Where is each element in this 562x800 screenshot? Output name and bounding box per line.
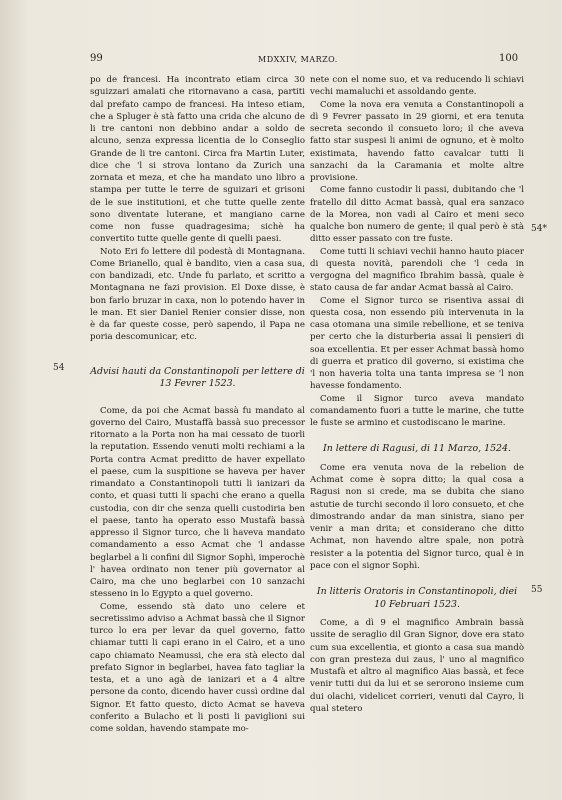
paragraph: Come la nova era venuta a Constantinopoli a dì 9 Fevrer passato in 29 giorni, et era tenuta secreta secondo il consueto loro; il che aveva fatto star suspesi li animi de ognuno, et è molto existimata, havendo fatto cavalcar tutti li sanzachi da la Caramania et molte altre provisione.: [310, 99, 524, 183]
paragraph: Come il Signor turco aveva mandato comandamento fuori a tutte le marine, che tutte le fuste se armino et custodiscano le marine.: [310, 393, 524, 428]
margin-number-right-2: 55: [531, 585, 543, 595]
right-column: [310, 74, 524, 715]
paragraph: Come, essendo stà dato uno celere et secretissimo adviso a Achmat bassà che il Signor turco lo era per levar da quel governo, fatto chiamar tutti li capi erano in el Cairo, et a uno capo chiamato Neamussi, che era stà electo dal prefato Signor in beglarbei, havea fato tagliar la testa, et a uno agà de ianizari et a 4 altre persone da conto, dicendo haver cussì ordine dal Signor. Et fatto questo, dicto Acmat se haveva conferito a Bulacho et li posti li paviglioni sui come soldan, havendo stampate mo-: [90, 601, 305, 734]
paragraph: Come el Signor turco se risentiva assai di questa cosa, non essendo più intervenuta in la casa otomana una simile rebellione, et se teniva per certo che la disturberia assai li pensieri di soa excellentia. Et per esser Achmat bassà homo di guerra et pratico dil governo, si existima che 'l non haveria tolta una tanta impresa se 'l non havesse fondamento.: [310, 295, 524, 392]
paragraph: Come tutti li schiavi vechii hanno hauto piacer di questa novità, parendoli che 'l ceda in vergogna del magnifico Ibrahim bassà, quale è stato causa de far andar Acmat bassà al Cairo.: [310, 246, 524, 294]
margin-number-left: 54: [53, 363, 65, 373]
left-column: [90, 74, 305, 735]
margin-number-right-1: 54*: [531, 224, 547, 234]
paragraph: Noto Eri fo lettere dil podestà di Montagnana. Come Brianello, qual è bandito, vien a casa sua, con bandizadi, etc. Unde fu parlato, et scritto a Montagnana ne fazi provision. El Doxe disse, è bon farlo bruzar in caxa, non lo potendo haver in le man. Et sier Daniel Renier consier disse, non è da far queste cosse, però sapendo, il Papa ne poria descomunicar, etc.: [90, 246, 305, 343]
section-heading: In lettere di Ragusi, di 11 Marzo, 1524.: [323, 443, 511, 455]
right-page-number: 100: [499, 53, 519, 64]
left-page-number: 99: [90, 53, 103, 64]
paragraph: Come, da poi che Acmat bassà fu mandato al governo del Cairo, Mustaffà bassà suo precessor ritornato a la Porta non ha mai cessato de tuorli la reputation. Essendo venuti molti rechiami a la Porta contra Acmat preditto de haver expellato el paese, cum la suspitione se haveva per haver rimandato a Constantinopoli tutti li ianizari da conto, et quasi tutti li spachi che erano a quella custodia, con dir che senza quelli custodiria ben el paese, tanto ha operato esso Mustafà bassà appresso il Signor turco, che li haveva mandato comandamento a esso Acmat che 'l andasse beglarbel a li confini dil Signor Sophì, imperochè l' havea ordinato non tener più governator al Cairo, ma che uno beglarbei con 10 sanzachi stesseno in lo Egypto a quel governo.: [90, 405, 305, 600]
running-header: MDXXIV, MARZO.: [258, 55, 338, 64]
paragraph: Come, a dì 9 el magnifico Ambrain bassà ussite de seraglio dil Gran Signor, dove era stato cum sua excellentia, et gionto a casa sua mandò con gran presteza dui zaus, l' uno al magnifico Mustafà et altro al magnifico Aias bassà, et fece venir tutti dui da lui et se serorono insieme cum dui olachi, videlicet corrieri, venuti dal Cayro, li qual stetero: [310, 618, 524, 714]
section-heading: Advisi hauti da Constantinopoli per lettere di 13 Fevrer 1523.: [90, 365, 305, 389]
paragraph: po de francesi. Ha incontrato etiam circa 30 sguizzari amalati che ritornavano a casa, partiti dal prefato campo de francesi. Ha inteso etiam, che a Spluger è stà fatto una crida che alcuno de li tre cantoni non debbino andar a soldo de alcuno, senza expressa licentia de lo Conseglio Grande de li tre cantoni. Circa fra Martin Luter, dice che 'l si strova lontano da Zurich una zornata et meza, et che ha mandato uno libro a stampa per tutte le terre de sguizari et grisoni de le sue institutioni, et che tutte quelle zente sono diventate luterane, et mangiano carne come non fusse quadragesima; sichè ha convertito tutte quelle gente di quelli paesi.: [90, 75, 305, 245]
paragraph: nete con el nome suo, et va reducendo li schiavi vechi mamaluchi et assoldando gente.: [310, 75, 524, 98]
paragraph: Come era venuta nova de la rebelion de Achmat come è sopra ditto; la qual cosa a Ragusi non si crede, ma se dubita che siano astutie de turchi secondo il loro consueto, et che dimostrando andar da man sinistra, siano per venir a man drita; et considerano che ditto Achmat, non havendo altre spale, non potrà resister a la potentia del Signor turco, qual è in pace con el signor Sophì.: [310, 462, 524, 571]
section-heading: In litteris Oratoris in Constantinopoli, diei 10 Februari 1523.: [316, 586, 518, 610]
paragraph: Come fanno custodir li passi, dubitando che 'l fratello dil ditto Acmat bassà, qual era sanzaco de la Morea, non vadi al Cairo et meni seco qualche bon numero de gente; il qual però è stà ditto esser passato con tre fuste.: [310, 185, 524, 245]
